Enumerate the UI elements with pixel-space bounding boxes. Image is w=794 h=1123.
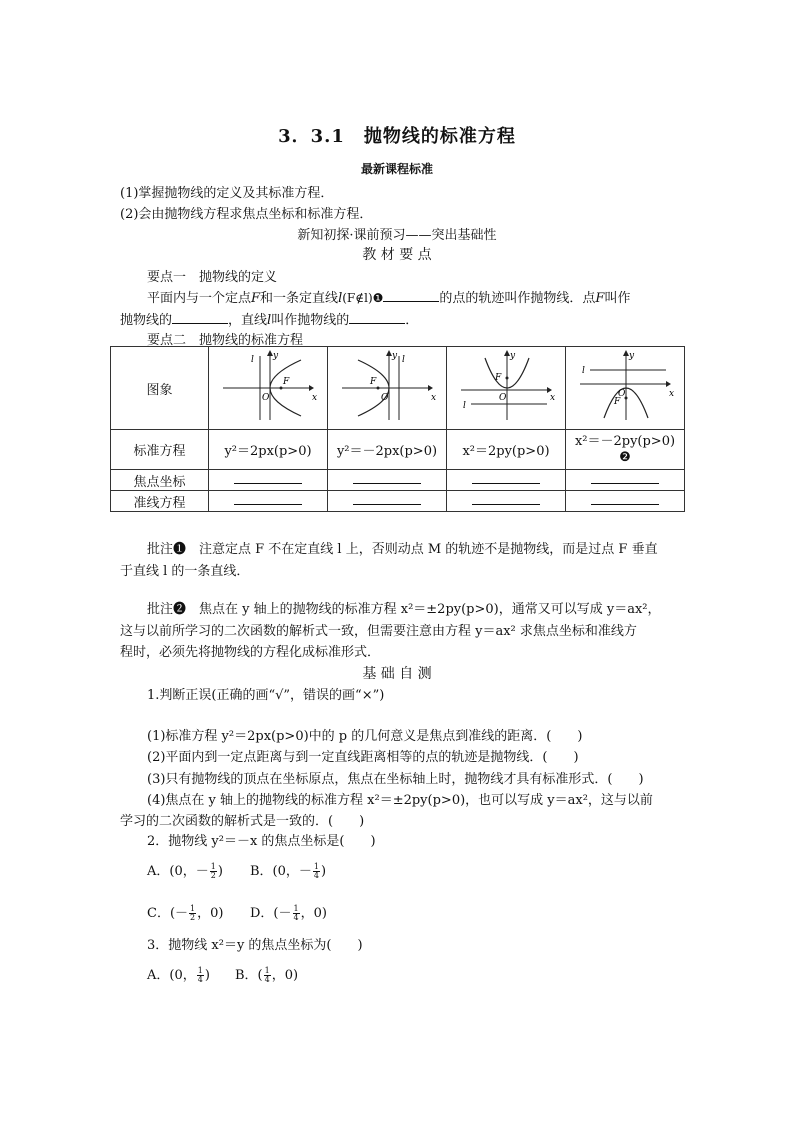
standard-1: (1)掌握抛物线的定义及其标准方程． xyxy=(120,186,334,201)
equation-4: x²＝－2py(p>0) ❷ xyxy=(566,430,685,470)
q1-item-3: (3)只有抛物线的顶点在坐标原点，焦点在坐标轴上时，抛物线才具有标准形式．( ) xyxy=(147,772,644,787)
row-label-focus: 焦点坐标 xyxy=(111,470,209,491)
row-label-equation: 标准方程 xyxy=(111,430,209,470)
svg-text:F: F xyxy=(370,377,377,387)
graph-down-opening xyxy=(566,347,685,430)
graph-up-opening xyxy=(447,347,566,430)
directrix-blank-4 xyxy=(591,496,659,505)
parabola-graph-4 xyxy=(570,348,680,424)
section-banner: 新知初探·课前预习——突出基础性 xyxy=(297,228,497,243)
svg-text:O: O xyxy=(499,393,507,403)
blank-3 xyxy=(349,312,405,324)
row-label-graph: 图象 xyxy=(111,347,209,430)
standard-equation-table xyxy=(110,346,685,512)
equation-3: x²＝2py(p>0) xyxy=(447,430,566,470)
equation-2: y²＝－2px(p>0) xyxy=(328,430,447,470)
q2-option-c: C．(－ $\frac{1}{2}$ ，0) xyxy=(147,904,224,922)
svg-text:l: l xyxy=(463,401,466,411)
table-row xyxy=(111,491,685,512)
focus-blank-2 xyxy=(353,475,421,484)
q3-stem: 3．抛物线 x²＝y 的焦点坐标为( ) xyxy=(147,938,363,953)
self-test-heading: 基 础 自 测 xyxy=(362,666,432,682)
directrix-blank-3 xyxy=(472,496,540,505)
row-label-directrix: 准线方程 xyxy=(111,491,209,512)
q1-item-2: (2)平面内到一定点距离与到一定直线距离相等的点的轨迹是抛物线．( ) xyxy=(147,750,579,765)
q3-option-a: A．(0， $\frac{1}{4}$ ) xyxy=(147,966,210,984)
svg-text:x: x xyxy=(312,393,318,403)
svg-text:O: O xyxy=(618,389,626,399)
point1-line2: 抛物线的 ，直线l叫作抛物线的 ． xyxy=(120,313,419,328)
q2-option-d: D．(－ $\frac{1}{4}$ ，0) xyxy=(250,904,327,922)
note1-line2: 于直线 l 的一条直线． xyxy=(120,564,250,579)
parabola-graph-2 xyxy=(332,348,442,424)
q2-option-b: B．(0，－ $\frac{1}{4}$ ) xyxy=(250,862,327,880)
q3-option-b: B．( $\frac{1}{4}$ ，0) xyxy=(235,966,299,984)
standard-2: (2)会由抛物线方程求焦点坐标和标准方程． xyxy=(120,207,373,222)
svg-text:l: l xyxy=(402,355,405,365)
svg-text:x: x xyxy=(550,393,556,403)
svg-text:y: y xyxy=(510,351,516,361)
svg-text:y: y xyxy=(629,351,635,361)
directrix-blank-2 xyxy=(353,496,421,505)
svg-text:F: F xyxy=(283,377,290,387)
svg-text:l: l xyxy=(251,355,254,365)
svg-text:l: l xyxy=(582,366,585,376)
table-row xyxy=(111,430,685,470)
course-standards-heading: 最新课程标准 xyxy=(360,162,433,176)
blank-1 xyxy=(383,290,439,302)
graph-right-opening xyxy=(209,347,328,430)
svg-text:x: x xyxy=(669,389,675,399)
q1-item-4: (4)焦点在 y 轴上的抛物线的标准方程 x²＝±2py(p>0)，也可以写成 y＝ax²，这与以前 xyxy=(147,793,653,808)
page-title: 3．3.1 抛物线的标准方程 xyxy=(278,126,516,147)
blank-2 xyxy=(172,312,228,324)
parabola-graph-3 xyxy=(451,348,561,424)
point1-heading: 要点一 抛物线的定义 xyxy=(147,270,278,285)
svg-text:x: x xyxy=(431,393,437,403)
svg-text:y: y xyxy=(392,351,398,361)
svg-text:O: O xyxy=(262,393,270,403)
q2-option-a: A．(0，－ $\frac{1}{2}$ ) xyxy=(147,862,223,880)
focus-blank-4 xyxy=(591,475,659,484)
parabola-graph-1 xyxy=(213,348,323,424)
svg-text:F: F xyxy=(495,373,502,383)
equation-1: y²＝2px(p>0) xyxy=(209,430,328,470)
note2-line3: 程时，必须先将抛物线的方程化成标准形式． xyxy=(120,645,381,660)
note2-line2: 这与以前所学习的二次函数的解析式一致，但需要注意由方程 y＝ax² 求焦点坐标和准线方 xyxy=(120,624,637,639)
graph-left-opening xyxy=(328,347,447,430)
svg-text:O: O xyxy=(381,393,389,403)
svg-text:F: F xyxy=(614,397,621,407)
svg-text:y: y xyxy=(273,351,279,361)
q1-item-4-cont: 学习的二次函数的解析式是一致的．( ) xyxy=(120,814,365,829)
focus-blank-1 xyxy=(234,475,302,484)
table-row xyxy=(111,347,685,430)
q1-item-1: (1)标准方程 y²＝2px(p>0)中的 p 的几何意义是焦点到准线的距离．( ) xyxy=(147,729,583,744)
note2-line1: 批注❷ 焦点在 y 轴上的抛物线的标准方程 x²＝±2py(p>0)，通常又可以写成 y＝ax²， xyxy=(147,602,661,617)
textbook-points-heading: 教 材 要 点 xyxy=(362,247,432,263)
focus-blank-3 xyxy=(472,475,540,484)
q1-stem: 1.判断正误(正确的画“√”，错误的画“×”) xyxy=(147,688,385,703)
q2-stem: 2．抛物线 y²＝－x 的焦点坐标是( ) xyxy=(147,834,376,849)
note1-line1: 批注❶ 注意定点 F 不在定直线 l 上，否则动点 M 的轨迹不是抛物线，而是过点 F 垂直 xyxy=(147,542,658,557)
point1-line1: 平面内与一个定点F和一条定直线l(F∉l)❶ 的点的轨迹叫作抛物线．点F叫作 xyxy=(147,291,631,306)
directrix-blank-1 xyxy=(234,496,302,505)
table-row xyxy=(111,470,685,491)
point2-heading: 要点二 抛物线的标准方程 xyxy=(147,333,304,348)
